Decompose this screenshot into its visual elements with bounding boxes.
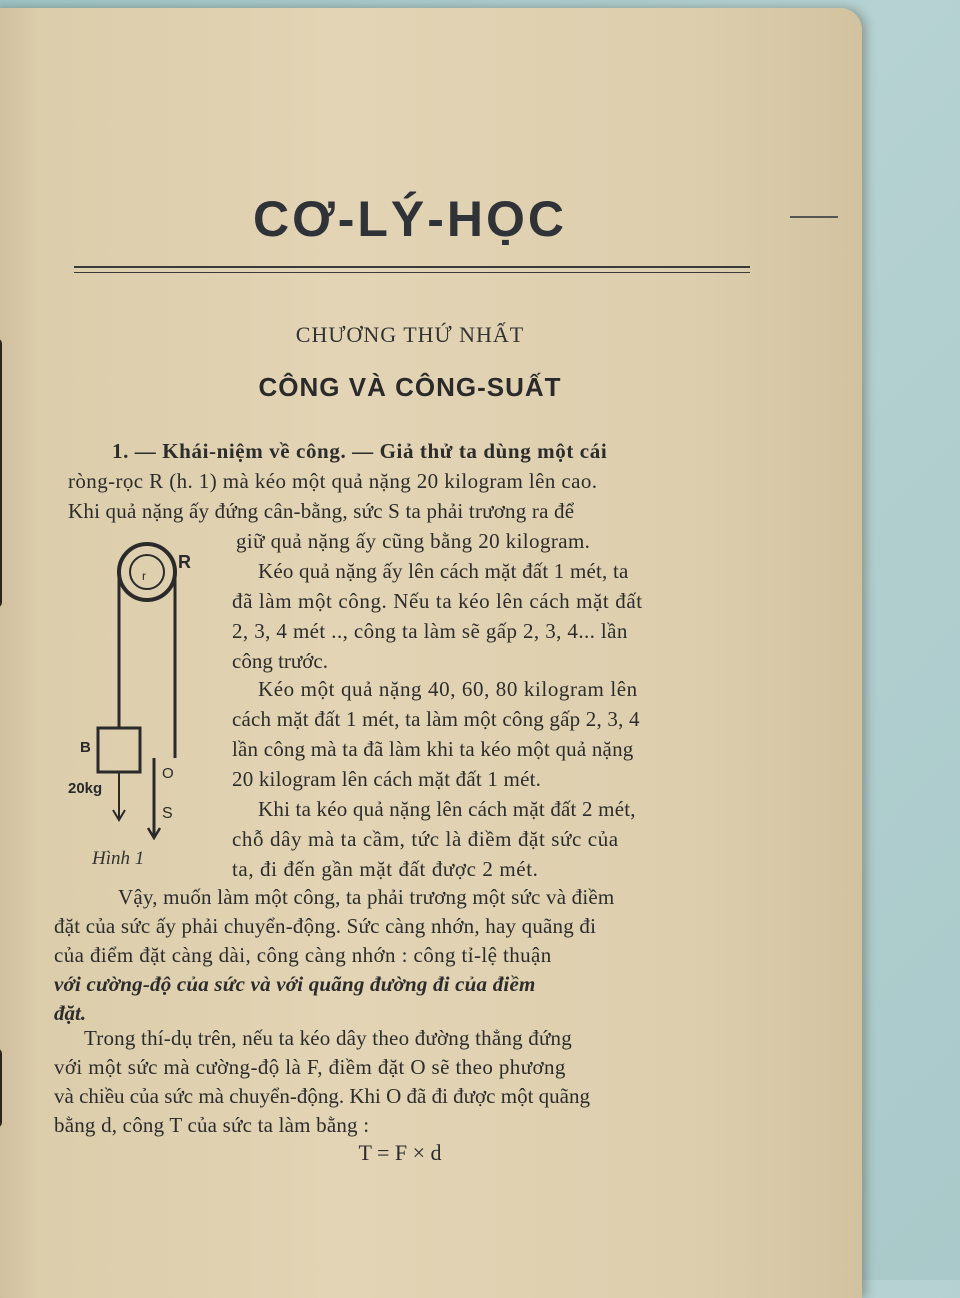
text-line: Kéo quả nặng ấy lên cách mặt đất 1 mét, ta (258, 559, 629, 583)
text-line: Vậy, muốn làm một công, ta phải trương một sức và điềm (118, 885, 615, 909)
pulley-label-R: R (178, 552, 191, 572)
text-line: đã làm một công. Nếu ta kéo lên cách mặt đất (232, 589, 643, 613)
weight-label-20kg: 20kg (68, 780, 103, 797)
title-rule-thick (74, 266, 750, 268)
text-line: đặt. (54, 1001, 87, 1025)
text-line: Khi ta kéo quả nặng lên cách mặt đất 2 mét, (258, 797, 636, 821)
page-title: CƠ-LÝ-HỌC (252, 191, 568, 247)
text-line: 2, 3, 4 mét .., công ta làm sẽ gấp 2, 3, 4... lần (232, 619, 628, 643)
text-line: của điểm đặt càng dài, công càng nhớn : công tỉ-lệ thuận (54, 943, 552, 967)
text-line: với một sức mà cường-độ là F, điềm đặt O sẽ theo phương (54, 1055, 566, 1079)
text-line: lần công mà ta đã làm khi ta kéo một quả nặng (232, 737, 634, 761)
text-line: ta, đi đến gần mặt đất được 2 mét. (232, 857, 539, 881)
text-line: đặt của sức ấy phải chuyển-động. Sức càng nhớn, hay quãng đi (54, 914, 597, 938)
text-line: bằng d, công T của sức ta làm bằng : (54, 1113, 370, 1137)
figure-caption: Hình 1 (92, 848, 145, 869)
text-line: cách mặt đất 1 mét, ta làm một công gấp 2, 3, 4 (232, 707, 640, 731)
text-line: với cường-độ của sức và với quãng đường đi của điềm (54, 972, 536, 996)
text-line: công trước. (232, 649, 328, 673)
point-label-O: O (162, 765, 174, 782)
text-line: và chiều của sức mà chuyển-động. Khi O đã đi được một quãng (54, 1084, 590, 1108)
force-label-S: S (162, 805, 173, 822)
text-line: Trong thí-dụ trên, nếu ta kéo dây theo đường thẳng đứng (84, 1026, 572, 1050)
pulley-wheel (119, 544, 175, 600)
text-line: ròng-rọc R (h. 1) mà kéo một quả nặng 20 kilogram lên cao. (68, 469, 598, 493)
pulley-small-label: r (142, 569, 146, 583)
title-rule-thin (74, 272, 750, 273)
weight-block (98, 728, 140, 772)
work-formula: T = F × d (358, 1140, 442, 1165)
section-heading: CÔNG VÀ CÔNG-SUẤT (258, 372, 562, 402)
pulley-figure (60, 540, 230, 840)
text-line: 20 kilogram lên cách mặt đất 1 mét. (232, 767, 542, 791)
binding-edge-lower (0, 1048, 2, 1128)
text-line: 1. — Khái-niệm về công. — Giả thử ta dùng một cái (112, 439, 608, 463)
text-line: Khi quả nặng ấy đứng cân-bằng, sức S ta phải trương ra để (68, 499, 575, 523)
text-line: chỗ dây mà ta cầm, tức là điềm đặt sức của (232, 827, 619, 851)
pulley-axle (130, 555, 164, 589)
text-line: Kéo một quả nặng 40, 60, 80 kilogram lên (258, 677, 638, 701)
text-line: giữ quả nặng ấy cũng bằng 20 kilogram. (236, 529, 591, 553)
weight-label-B: B (80, 739, 91, 756)
chapter-label: CHƯƠNG THỨ NHẤT (295, 322, 525, 347)
